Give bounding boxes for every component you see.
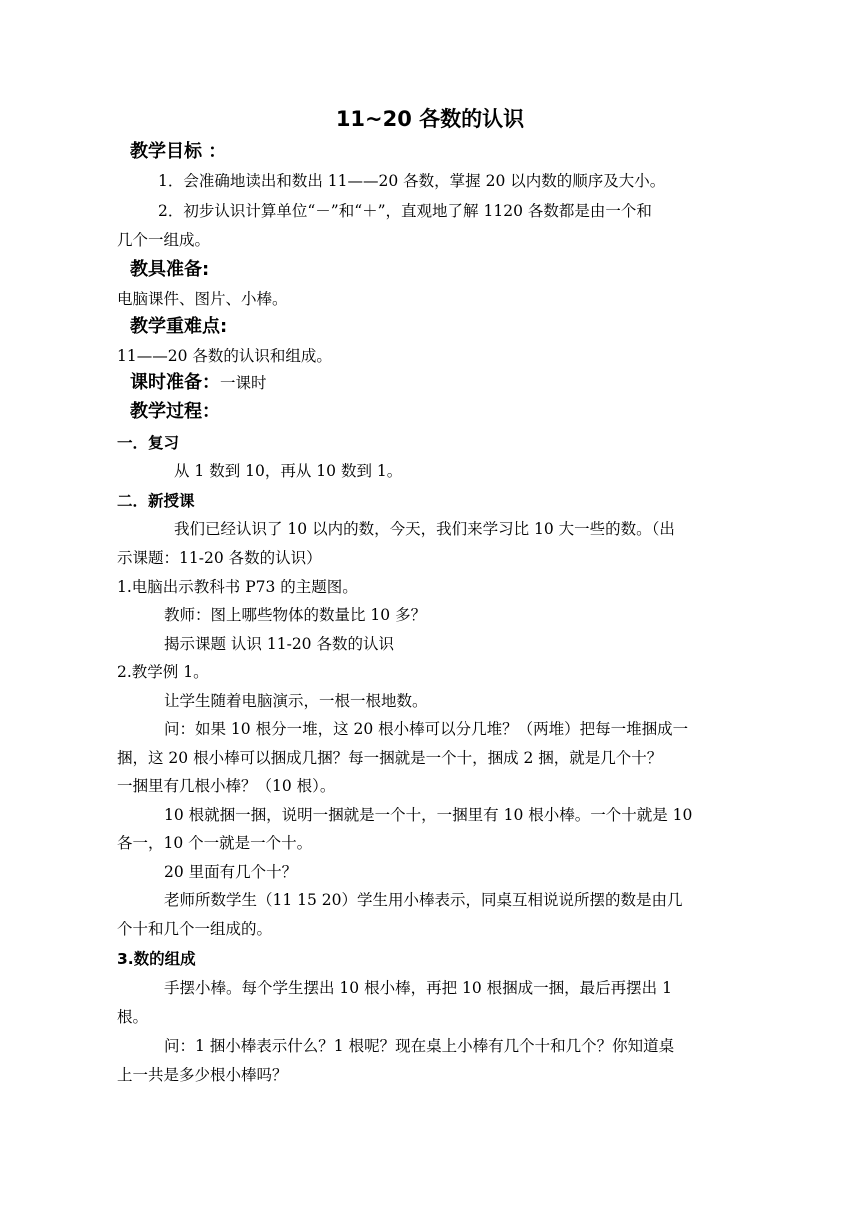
- composition-p2-line-1: 问：1 捆小棒表示什么？1 根呢？现在桌上小棒有几个十和几个？你知道桌: [164, 1037, 675, 1055]
- goal-item-2-line-1: 2．初步认识计算单位“－”和“＋”，直观地了解 1120 各数都是由一个和: [158, 202, 652, 220]
- lesson-time-heading: [130, 372, 267, 394]
- step-2-a: 让学生随着电脑演示，一根一根地数。: [164, 692, 428, 710]
- step-1: 1.电脑出示教科书 P73 的主题图。: [117, 578, 358, 596]
- goal-item-1: 1．会准确地读出和数出 11——20 各数，掌握 20 以内数的顺序及大小。: [158, 172, 666, 190]
- teaching-goals-heading: 教学目标 ：: [130, 141, 227, 162]
- step-2-c-line-1: 10 根就捆一捆，说明一捆就是一个十，一捆里有 10 根小棒。一个十就是 10: [164, 806, 693, 824]
- step-1-topic: 揭示课题 认识 11-20 各数的认识: [164, 635, 394, 653]
- composition-p1-line-1: 手摆小棒。每个学生摆出 10 根小棒，再把 10 根捆成一捆，最后再摆出 1: [164, 979, 672, 997]
- step-2: 2.教学例 1。: [117, 663, 209, 681]
- key-points-text: 11——20 各数的认识和组成。: [117, 347, 332, 365]
- teaching-tools-text: 电脑课件、图片、小棒。: [117, 290, 288, 308]
- new-lesson-heading: 二．新授课: [117, 492, 195, 510]
- composition-p2-line-2: 上一共是多少根小棒吗？: [117, 1066, 288, 1084]
- step-2-b-line-3: 一捆里有几根小棒？（10 根）。: [117, 777, 336, 795]
- step-2-b-line-1: 问：如果 10 根分一堆，这 20 根小棒可以分几堆？（两堆）把每一堆捆成一: [164, 720, 689, 738]
- step-1-question: 教师：图上哪些物体的数量比 10 多？: [164, 606, 427, 624]
- step-2-b-line-2: 捆，这 20 根小棒可以捆成几捆？每一捆就是一个十，捆成 2 捆，就是几个十？: [117, 749, 663, 767]
- key-points-heading: 教学重难点:: [130, 316, 228, 337]
- review-text: 从 1 数到 10，再从 10 数到 1。: [174, 462, 403, 480]
- new-lesson-intro-line-2: 示课题：11-20 各数的认识）: [117, 549, 322, 567]
- lesson-time-value: 一课时: [220, 374, 267, 392]
- composition-heading: 3.数的组成: [117, 950, 196, 968]
- step-2-e-line-1: 老师所数学生（11 15 20）学生用小棒表示，同桌互相说说所摆的数是由几: [164, 891, 683, 909]
- new-lesson-intro-line-1: 我们已经认识了 10 以内的数，今天，我们来学习比 10 大一些的数。（出: [174, 520, 675, 538]
- step-2-d: 20 里面有几个十？: [164, 863, 298, 881]
- teaching-process-heading: 教学过程：: [130, 401, 220, 422]
- document-title: 11~20 各数的认识: [335, 107, 525, 131]
- lesson-time-label: 课时准备：: [130, 372, 220, 393]
- review-heading: 一．复习: [117, 434, 180, 452]
- step-2-c-line-2: 各一，10 个一就是一个十。: [117, 834, 313, 852]
- teaching-tools-heading: 教具准备:: [130, 259, 210, 280]
- composition-p1-line-2: 根。: [117, 1008, 149, 1026]
- goal-item-2-line-2: 几个一组成。: [117, 231, 211, 249]
- step-2-e-line-2: 个十和几个一组成的。: [117, 920, 273, 938]
